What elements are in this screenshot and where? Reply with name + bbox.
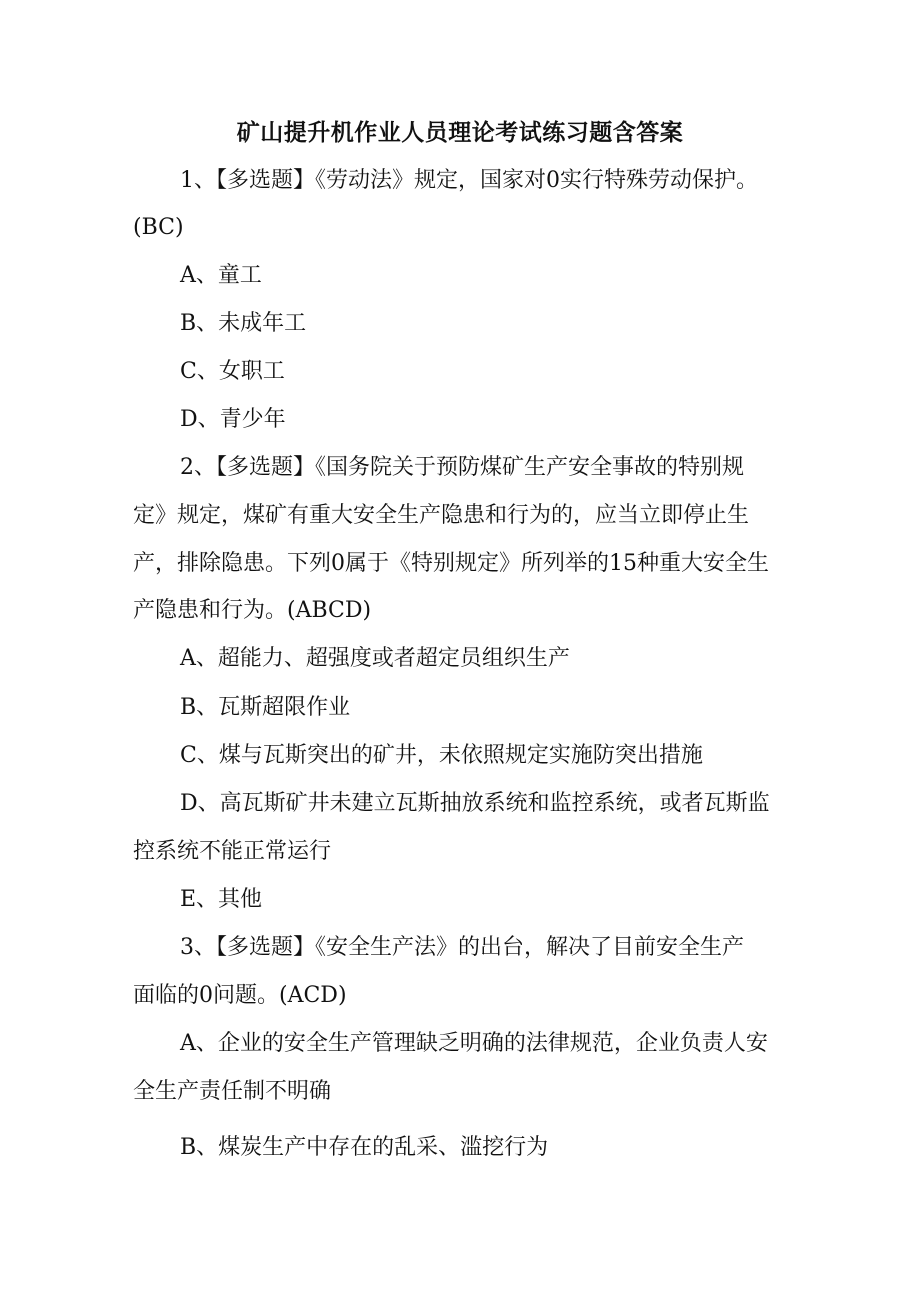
question-2-text-line-2: 定》规定，煤矿有重大安全生产隐患和行为的，应当立即停止生 xyxy=(133,503,750,528)
question-1-text: 1、【多选题】《劳动法》规定，国家对0实行特殊劳动保护。 xyxy=(180,168,758,193)
document-title: 矿山提升机作业人员理论考试练习题含答案 xyxy=(236,119,684,146)
question-1-option-b: B、未成年工 xyxy=(180,311,307,336)
question-2-option-a: A、超能力、超强度或者超定员组织生产 xyxy=(180,646,570,671)
question-3-text-line-1: 3、【多选题】《安全生产法》的出台，解决了目前安全生产 xyxy=(180,935,744,960)
question-3-option-a-line-1: A、企业的安全生产管理缺乏明确的法律规范，企业负责人安 xyxy=(180,1031,768,1056)
question-2-option-d-line-2: 控系统不能正常运行 xyxy=(133,839,332,864)
question-3-option-b: B、煤炭生产中存在的乱采、滥挖行为 xyxy=(180,1135,549,1160)
question-2-text-line-3: 产，排除隐患。下列0属于《特别规定》所列举的15种重大安全生 xyxy=(133,551,769,576)
question-1-option-a: A、童工 xyxy=(180,263,262,288)
question-3-answer: 面临的0问题。(ACD) xyxy=(133,983,347,1008)
question-2-option-d-line-1: D、高瓦斯矿井未建立瓦斯抽放系统和监控系统，或者瓦斯监 xyxy=(180,791,770,816)
question-1-option-c: C、女职工 xyxy=(180,359,285,384)
question-3-option-a-line-2: 全生产责任制不明确 xyxy=(133,1079,332,1104)
question-2-answer: 产隐患和行为。(ABCD) xyxy=(133,598,372,623)
question-2-text-line-1: 2、【多选题】《国务院关于预防煤矿生产安全事故的特别规 xyxy=(180,455,744,480)
question-1-answer: (BC) xyxy=(133,215,184,240)
question-1-option-d: D、青少年 xyxy=(180,407,286,432)
question-2-option-b: B、瓦斯超限作业 xyxy=(180,695,351,720)
question-2-option-e: E、其他 xyxy=(180,887,263,912)
question-2-option-c: C、煤与瓦斯突出的矿井，未依照规定实施防突出措施 xyxy=(180,743,703,768)
